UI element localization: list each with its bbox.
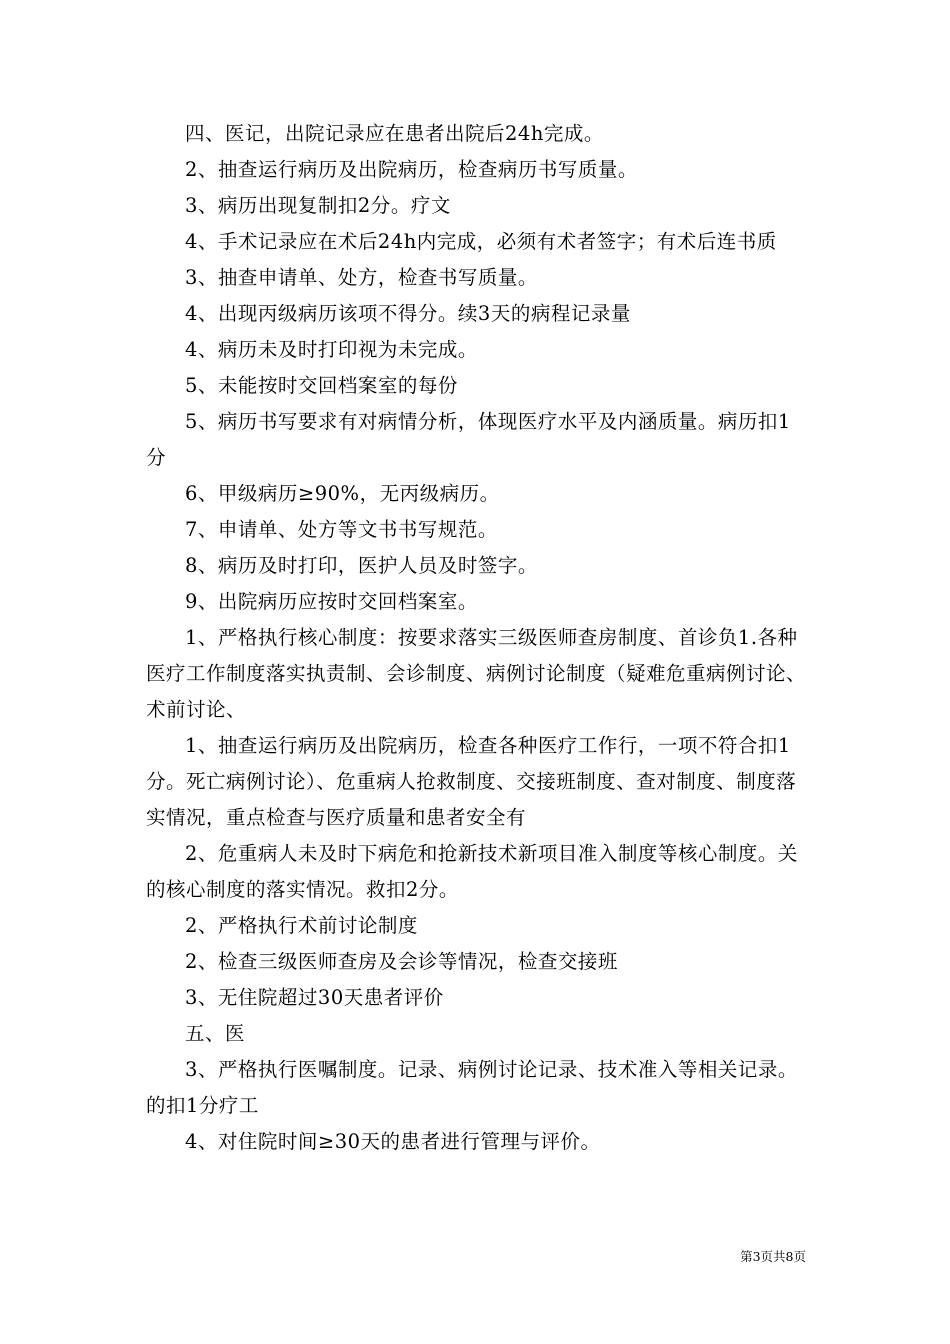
page-number: 第3页共8页: [740, 1249, 806, 1264]
paragraph: 9、出院病历应按时交回档案室。: [185, 590, 478, 613]
paragraph: 5、未能按时交回档案室的每份: [185, 374, 458, 397]
document-body: [146, 116, 808, 1160]
paragraph: 4、出现丙级病历该项不得分。续3天的病程记录量: [185, 302, 631, 325]
paragraph: 2、检查三级医师查房及会诊等情况，检查交接班: [185, 950, 618, 973]
paragraph: 2、严格执行术前讨论制度: [185, 914, 418, 937]
paragraph: 4、对住院时间≥30天的患者进行管理与评价。: [185, 1130, 601, 1153]
paragraph: 8、病历及时打印，医护人员及时签字。: [185, 554, 538, 577]
paragraph: 3、抽查申请单、处方，检查书写质量。: [185, 266, 538, 289]
paragraph: 2、危重病人未及时下病危和抢新技术新项目准入制度等核心制度。关的核心制度的落实情况。救扣2分。: [146, 842, 798, 901]
paragraph: 3、病历出现复制扣2分。疗文: [185, 194, 451, 217]
paragraph: 4、手术记录应在术后24h内完成，必须有术者签字；有术后连书质: [185, 230, 777, 253]
paragraph: 2、抽查运行病历及出院病历，检查病历书写质量。: [185, 158, 638, 181]
paragraph: 6、甲级病历≥90%，无丙级病历。: [185, 482, 500, 505]
paragraph: 3、严格执行医嘱制度。记录、病例讨论记录、技术准入等相关记录。的扣1分疗工: [146, 1058, 798, 1117]
paragraph: 1、抽查运行病历及出院病历，检查各种医疗工作行，一项不符合扣1分。死亡病例讨论）、危重病人抢救制度、交接班制度、查对制度、制度落实情况，重点检查与医疗质量和患者安全有: [146, 734, 797, 829]
paragraph: 4、病历未及时打印视为未完成。: [185, 338, 478, 361]
paragraph: 五、医: [185, 1022, 246, 1045]
paragraph: 1、严格执行核心制度：按要求落实三级医师查房制度、首诊负1.各种医疗工作制度落实执责制、会诊制度、病例讨论制度（疑难危重病例讨论、术前讨论、: [146, 626, 807, 721]
paragraph: 7、申请单、处方等文书书写规范。: [185, 518, 498, 541]
paragraph: 四、医记，出院记录应在患者出院后24h完成。: [185, 122, 604, 145]
paragraph: 5、病历书写要求有对病情分析，体现医疗水平及内涵质量。病历扣1分: [146, 410, 791, 469]
paragraph: 3、无住院超过30天患者评价: [185, 986, 444, 1009]
